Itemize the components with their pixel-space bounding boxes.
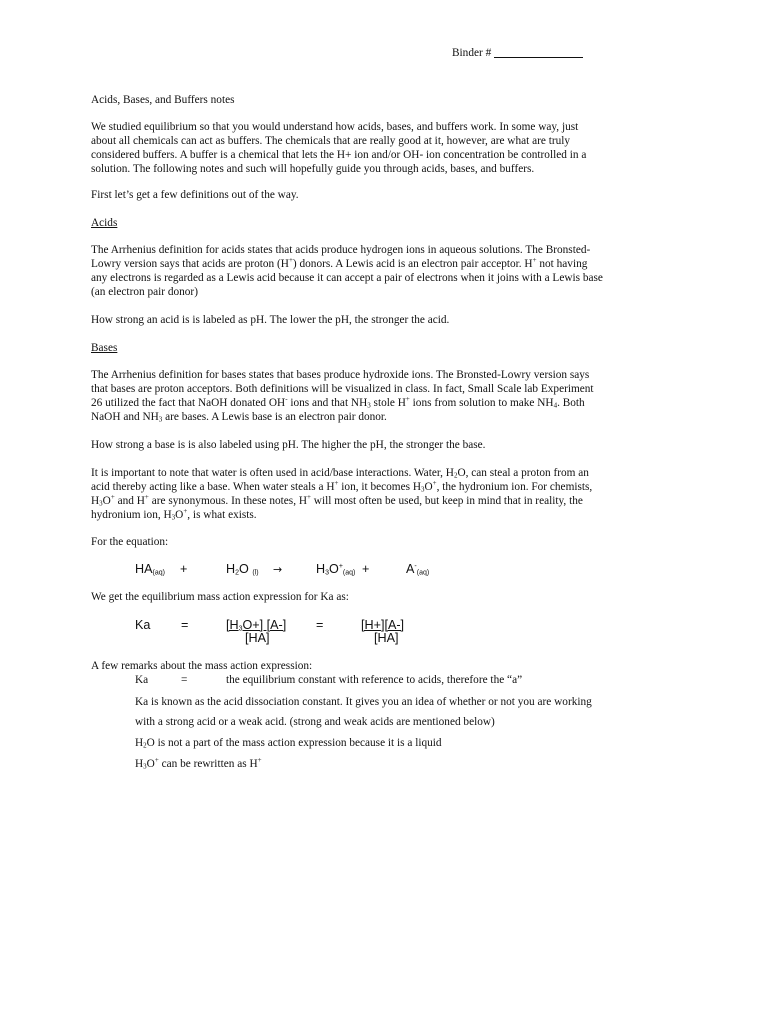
intro-line-3: considered buffers. A buffer is a chemical that lets the H+ ion and/or OH- ion concentration be controlled in a <box>91 149 587 161</box>
remarks-ka-symbol: Ka <box>135 674 149 686</box>
acids-line-4: (an electron pair donor) <box>91 286 198 298</box>
bases-line-4: NaOH and $NH_3$ are bases. A Lewis base is an electron pair donor. <box>91 411 387 424</box>
ka-denominator-2: [HA] <box>374 631 399 645</box>
equals-sign-2: = <box>316 618 324 632</box>
ka-expression-intro: We get the equilibrium mass action expression for Ka as: <box>91 591 349 603</box>
water-line-2: acid thereby acting like a base. When water steals a H+ ion, it becomes $H_3O^+$, the hydronium ion. For chemists, <box>91 479 593 494</box>
definitions-intro: First let’s get a few definitions out of the way. <box>91 189 299 201</box>
remarks-intro: A few remarks about the mass action expression: <box>91 660 313 672</box>
ka-symbol: Ka <box>135 618 151 632</box>
water-line-4: hydronium ion, $H_3O^+$, is what exists. <box>91 507 257 522</box>
acids-line-1: The Arrhenius definition for acids states that acids produce hydrogen ions in aqueous solutions. The Bronsted- <box>91 244 591 256</box>
equation-intro: For the equation: <box>91 536 169 548</box>
page-title: Acids, Bases, and Buffers notes <box>91 94 235 106</box>
equals-sign-1: = <box>181 618 189 632</box>
remark-4: $H_3O^+$ can be rewritten as H+ <box>135 756 262 771</box>
acids-line-3: any electrons is regarded as a Lewis acid because it can accept a pair of electrons when it joins with a Lewis base <box>91 272 603 284</box>
reactant-ha: $HA_{(aq)}$ <box>135 562 165 577</box>
ka-denominator-1: [HA] <box>245 631 270 645</box>
bases-line-3: 26 utilized the fact that NaOH donated OH- ions and that $NH_3$ stole H+ ions from solution to make $NH_4$. Both <box>91 395 585 410</box>
bases-line-1: The Arrhenius definition for bases states that bases produce hydroxide ions. The Bronsted-Lowry version says <box>91 369 590 381</box>
water-line-1: It is important to note that water is often used in acid/base interactions. Water, $H_2O$, can steal a proton from an <box>91 467 589 480</box>
reactant-water: $H_2O$ $_{(l)}$ <box>226 562 259 577</box>
bases-heading: Bases <box>91 342 118 354</box>
bases-line-2: that bases are proton acceptors. Both definitions will be visualized in class. In fact, Small Scale lab Experiment <box>91 383 594 395</box>
ka-numerator-hydronium: $[H_3O+]$ [A-] <box>226 618 287 633</box>
product-hydronium: $H_3O^+_{(aq)}$ <box>316 562 356 577</box>
intro-line-2: about all chemicals can act as buffers. The chemicals that are really good at it, however, are what are truly <box>91 135 571 147</box>
intro-line-1: We studied equilibrium so that you would understand how acids, bases, and buffers work. In some way, just <box>91 121 579 133</box>
binder-label: Binder # <box>452 47 492 59</box>
binder-blank-line <box>494 46 583 58</box>
remark-2: with a strong acid or a weak acid. (strong and weak acids are mentioned below) <box>135 716 495 728</box>
remark-3: $H_2O$ is not a part of the mass action expression because it is a liquid <box>135 737 442 750</box>
remarks-equals-sign: = <box>181 674 188 686</box>
acids-line-2: Lowry version says that acids are proton (H+) donors. A Lewis acid is an electron pair acceptor. H+ not having <box>91 256 588 270</box>
plus-sign-2: + <box>362 562 370 576</box>
product-conjugate-base: $A^-_{(aq)}$ <box>406 562 430 577</box>
acids-heading: Acids <box>91 217 118 229</box>
ka-definition: the equilibrium constant with reference to acids, therefore the “a” <box>226 674 523 686</box>
intro-line-4: solution. The following notes and such will hopefully guide you through acids, bases, and buffers. <box>91 163 535 175</box>
plus-sign-1: + <box>180 562 188 576</box>
binder-number-field <box>452 46 583 61</box>
water-line-3: $H_3O^+$ and H+ are synonymous. In these notes, H+ will most often be used, but keep in mind that in reality, the <box>91 493 583 508</box>
base-strength-note: How strong a base is is also labeled using pH. The higher the pH, the stronger the base. <box>91 439 486 451</box>
ka-numerator-proton: [H+][A-] <box>361 618 405 632</box>
acid-strength-note: How strong an acid is is labeled as pH. The lower the pH, the stronger the acid. <box>91 314 450 326</box>
remark-1: Ka is known as the acid dissociation constant. It gives you an idea of whether or not you are working <box>135 696 592 708</box>
reaction-arrow-icon: → <box>273 563 283 576</box>
